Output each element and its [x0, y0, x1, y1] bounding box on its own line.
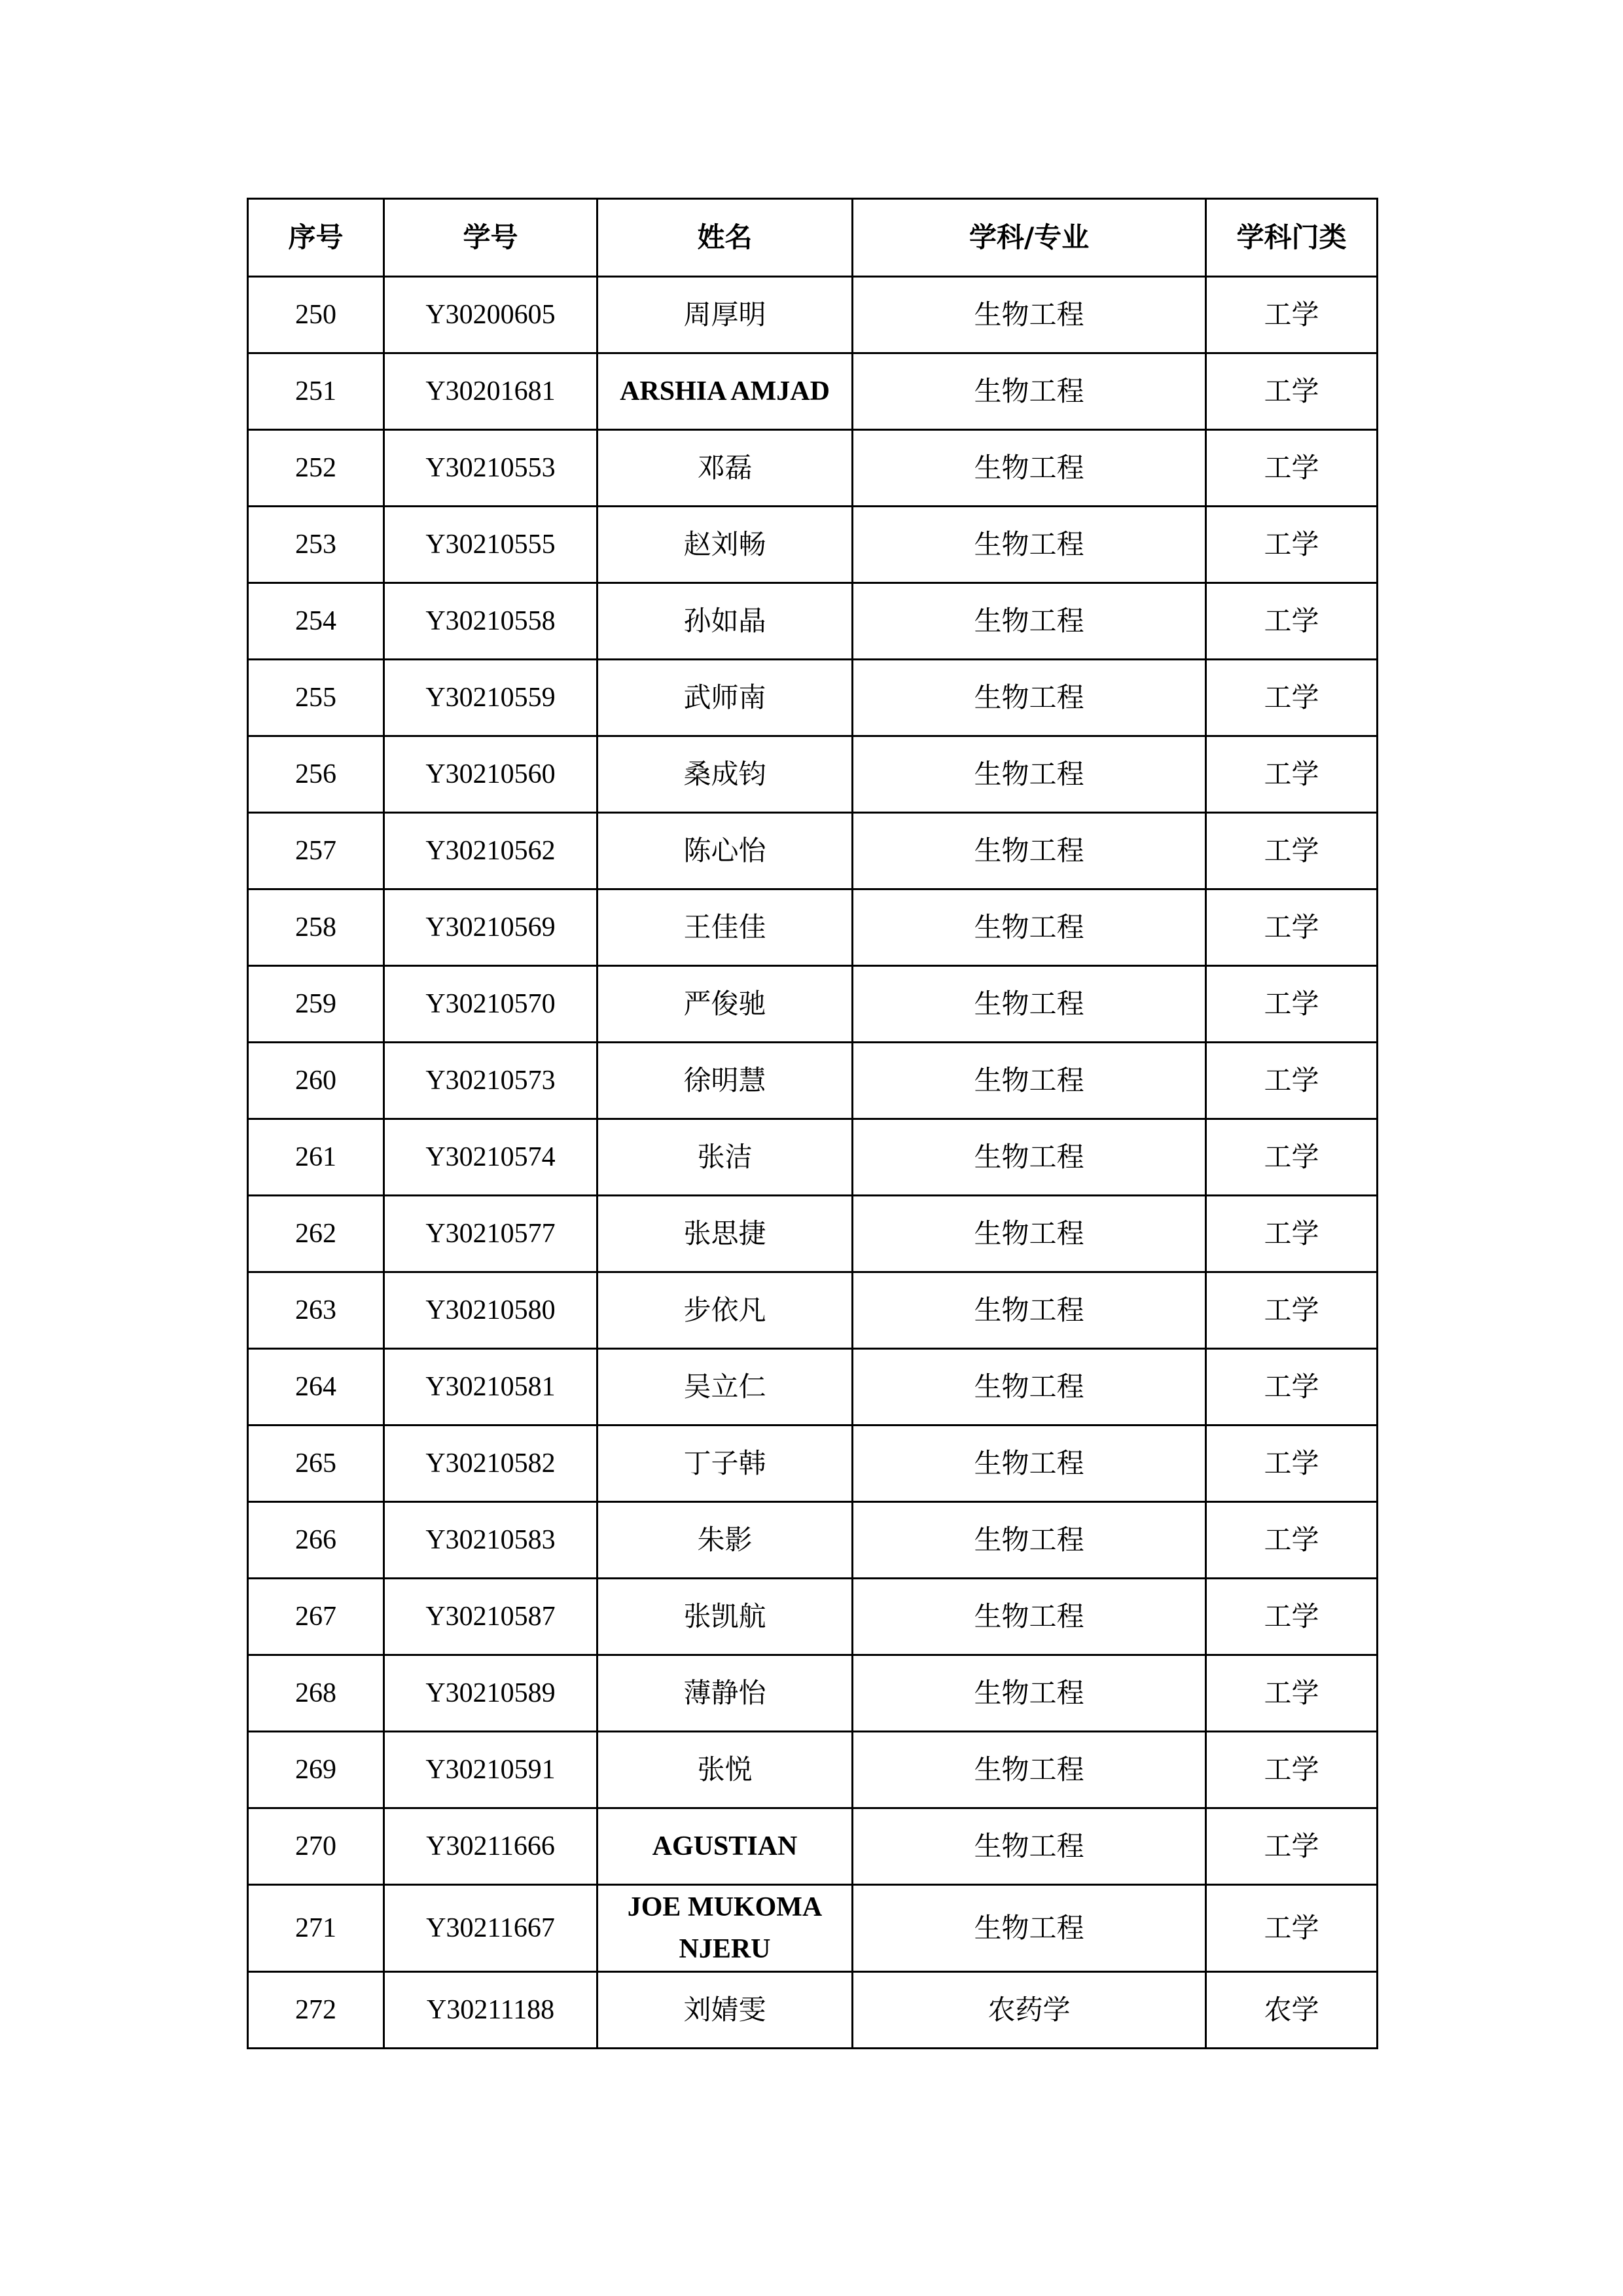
serial-number-cell: 261 [248, 1119, 384, 1196]
major-cell: 生物工程 [853, 1808, 1206, 1885]
discipline-category-cell: 工学 [1206, 813, 1378, 889]
discipline-category-cell: 工学 [1206, 1502, 1378, 1579]
student-id-cell: Y30200605 [384, 277, 597, 353]
major-cell: 生物工程 [853, 660, 1206, 736]
table-row [248, 966, 1378, 1043]
header-name: 姓名 [597, 199, 853, 277]
table-row [248, 1885, 1378, 1972]
discipline-category-cell: 工学 [1206, 966, 1378, 1043]
major-cell: 生物工程 [853, 889, 1206, 966]
serial-number-cell: 272 [248, 1972, 384, 2049]
major-cell: 生物工程 [853, 966, 1206, 1043]
discipline-category-cell: 工学 [1206, 1426, 1378, 1502]
serial-number-cell: 263 [248, 1272, 384, 1349]
major-cell: 生物工程 [853, 1885, 1206, 1972]
serial-number-cell: 252 [248, 430, 384, 507]
name-cell: 朱影 [597, 1502, 853, 1579]
discipline-category-cell: 工学 [1206, 1655, 1378, 1732]
name-cell: 张凯航 [597, 1579, 853, 1655]
table-row [248, 813, 1378, 889]
name-cell: 陈心怡 [597, 813, 853, 889]
discipline-category-cell: 工学 [1206, 353, 1378, 430]
student-id-cell: Y30211188 [384, 1972, 597, 2049]
major-cell: 生物工程 [853, 507, 1206, 583]
major-cell: 生物工程 [853, 1043, 1206, 1119]
serial-number-cell: 254 [248, 583, 384, 660]
student-id-cell: Y30210582 [384, 1426, 597, 1502]
serial-number-cell: 251 [248, 353, 384, 430]
serial-number-cell: 270 [248, 1808, 384, 1885]
major-cell: 生物工程 [853, 1655, 1206, 1732]
name-cell: 步依凡 [597, 1272, 853, 1349]
major-cell: 生物工程 [853, 736, 1206, 813]
table-row [248, 1972, 1378, 2049]
student-id-cell: Y30210591 [384, 1732, 597, 1808]
table-body [248, 277, 1378, 2049]
header-student-id: 学号 [384, 199, 597, 277]
table-row [248, 736, 1378, 813]
major-cell: 生物工程 [853, 430, 1206, 507]
serial-number-cell: 266 [248, 1502, 384, 1579]
name-cell: 张思捷 [597, 1196, 853, 1272]
table-row [248, 1349, 1378, 1426]
table-row [248, 1119, 1378, 1196]
student-id-cell: Y30210580 [384, 1272, 597, 1349]
table-row [248, 1655, 1378, 1732]
major-cell: 生物工程 [853, 1732, 1206, 1808]
discipline-category-cell: 工学 [1206, 1808, 1378, 1885]
name-cell: 武师南 [597, 660, 853, 736]
serial-number-cell: 255 [248, 660, 384, 736]
serial-number-cell: 257 [248, 813, 384, 889]
student-id-cell: Y30210560 [384, 736, 597, 813]
major-cell: 生物工程 [853, 583, 1206, 660]
table-row [248, 1808, 1378, 1885]
serial-number-cell: 262 [248, 1196, 384, 1272]
table-row [248, 583, 1378, 660]
major-cell: 农药学 [853, 1972, 1206, 2049]
name-cell: 桑成钧 [597, 736, 853, 813]
name-cell: 赵刘畅 [597, 507, 853, 583]
name-cell: 丁子韩 [597, 1426, 853, 1502]
discipline-category-cell: 工学 [1206, 430, 1378, 507]
discipline-category-cell: 工学 [1206, 736, 1378, 813]
table-header-row [248, 199, 1378, 277]
student-id-cell: Y30210577 [384, 1196, 597, 1272]
name-cell: AGUSTIAN [597, 1808, 853, 1885]
name-cell: 王佳佳 [597, 889, 853, 966]
name-cell: JOE MUKOMA NJERU [597, 1885, 853, 1972]
table-row [248, 1579, 1378, 1655]
student-id-cell: Y30210562 [384, 813, 597, 889]
table-row [248, 277, 1378, 353]
discipline-category-cell: 工学 [1206, 1272, 1378, 1349]
student-id-cell: Y30211667 [384, 1885, 597, 1972]
student-id-cell: Y30210558 [384, 583, 597, 660]
name-cell: 严俊驰 [597, 966, 853, 1043]
serial-number-cell: 259 [248, 966, 384, 1043]
student-id-cell: Y30210574 [384, 1119, 597, 1196]
student-id-cell: Y30210581 [384, 1349, 597, 1426]
name-cell: ARSHIA AMJAD [597, 353, 853, 430]
table-row [248, 1502, 1378, 1579]
discipline-category-cell: 工学 [1206, 277, 1378, 353]
discipline-category-cell: 工学 [1206, 889, 1378, 966]
major-cell: 生物工程 [853, 1349, 1206, 1426]
major-cell: 生物工程 [853, 353, 1206, 430]
serial-number-cell: 265 [248, 1426, 384, 1502]
table-row [248, 507, 1378, 583]
table-row [248, 430, 1378, 507]
discipline-category-cell: 工学 [1206, 1885, 1378, 1972]
student-id-cell: Y30210589 [384, 1655, 597, 1732]
student-id-cell: Y30210573 [384, 1043, 597, 1119]
name-cell: 薄静怡 [597, 1655, 853, 1732]
table-row [248, 889, 1378, 966]
serial-number-cell: 250 [248, 277, 384, 353]
serial-number-cell: 264 [248, 1349, 384, 1426]
student-id-cell: Y30210587 [384, 1579, 597, 1655]
major-cell: 生物工程 [853, 1272, 1206, 1349]
serial-number-cell: 253 [248, 507, 384, 583]
major-cell: 生物工程 [853, 277, 1206, 353]
table-row [248, 1426, 1378, 1502]
name-cell: 刘婧雯 [597, 1972, 853, 2049]
discipline-category-cell: 工学 [1206, 1196, 1378, 1272]
student-id-cell: Y30211666 [384, 1808, 597, 1885]
serial-number-cell: 269 [248, 1732, 384, 1808]
discipline-category-cell: 工学 [1206, 1732, 1378, 1808]
table-row [248, 660, 1378, 736]
major-cell: 生物工程 [853, 1196, 1206, 1272]
discipline-category-cell: 工学 [1206, 507, 1378, 583]
discipline-category-cell: 工学 [1206, 1579, 1378, 1655]
major-cell: 生物工程 [853, 1119, 1206, 1196]
serial-number-cell: 258 [248, 889, 384, 966]
serial-number-cell: 267 [248, 1579, 384, 1655]
name-cell: 邓磊 [597, 430, 853, 507]
student-id-cell: Y30201681 [384, 353, 597, 430]
major-cell: 生物工程 [853, 1426, 1206, 1502]
discipline-category-cell: 工学 [1206, 660, 1378, 736]
header-major: 学科/专业 [853, 199, 1206, 277]
table-row [248, 1043, 1378, 1119]
major-cell: 生物工程 [853, 1502, 1206, 1579]
name-cell: 周厚明 [597, 277, 853, 353]
student-id-cell: Y30210559 [384, 660, 597, 736]
name-cell: 张洁 [597, 1119, 853, 1196]
serial-number-cell: 256 [248, 736, 384, 813]
student-id-cell: Y30210583 [384, 1502, 597, 1579]
header-serial-number: 序号 [248, 199, 384, 277]
serial-number-cell: 260 [248, 1043, 384, 1119]
student-id-cell: Y30210553 [384, 430, 597, 507]
serial-number-cell: 268 [248, 1655, 384, 1732]
student-id-cell: Y30210569 [384, 889, 597, 966]
student-id-cell: Y30210570 [384, 966, 597, 1043]
header-discipline-category: 学科门类 [1206, 199, 1378, 277]
discipline-category-cell: 工学 [1206, 583, 1378, 660]
student-roster-table [247, 198, 1378, 2049]
discipline-category-cell: 农学 [1206, 1972, 1378, 2049]
discipline-category-cell: 工学 [1206, 1349, 1378, 1426]
student-id-cell: Y30210555 [384, 507, 597, 583]
major-cell: 生物工程 [853, 813, 1206, 889]
table-row [248, 1732, 1378, 1808]
major-cell: 生物工程 [853, 1579, 1206, 1655]
name-cell: 张悦 [597, 1732, 853, 1808]
table-row [248, 1196, 1378, 1272]
name-cell: 孙如晶 [597, 583, 853, 660]
table-row [248, 353, 1378, 430]
serial-number-cell: 271 [248, 1885, 384, 1972]
discipline-category-cell: 工学 [1206, 1119, 1378, 1196]
discipline-category-cell: 工学 [1206, 1043, 1378, 1119]
name-cell: 吴立仁 [597, 1349, 853, 1426]
table-row [248, 1272, 1378, 1349]
name-cell: 徐明慧 [597, 1043, 853, 1119]
